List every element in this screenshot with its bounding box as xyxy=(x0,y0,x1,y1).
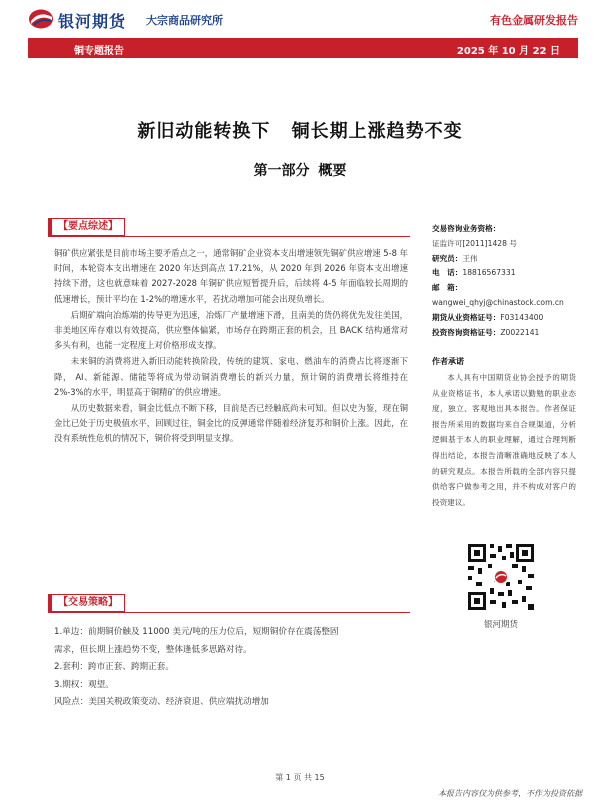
report-title: 新旧动能转换下 铜长期上涨趋势不变 xyxy=(137,121,463,142)
cert1-number: F03143400 xyxy=(500,312,544,322)
promise-text: 本人具有中国期货业协会授予的期货从业资格证书，本人承诺以勤勉的职业态度，独立、客观地出具本报告。作者保证报告所采用的数据均来自合规渠道，分析逻辑基于本人的职业理解，通过合理判断得出结论，本报告清晰准确地反映了本人的研究观点。本报告所载的全部内容只提供给客户做参考之用，并不构成对客户的投资建议。 xyxy=(432,373,576,507)
report-date: 2025 年 10 月 22 日 xyxy=(456,46,560,57)
summary-paragraph: 从历史数据来看，铜金比低点不断下移，目前是否已经触底尚未可知。但以史为鉴，现在铜金比已处于历史极值水平，回顾过往，铜金比的反弹通常伴随着经济复苏和铜价上涨。因此，在没有系统性危机的情况下，铜价将受到明显支撑。 xyxy=(54,403,408,444)
strategy-line: 1.单边：前期铜价触及 11000 美元/吨的压力位后，短期铜价存在震荡整固 xyxy=(54,627,339,637)
header-bar xyxy=(28,38,578,58)
strategy-line: 需求，但长期上涨趋势不变，整体逢低多思路对待。 xyxy=(54,644,252,655)
license-title: 交易咨询业务资格： xyxy=(432,224,501,233)
strategy-line: 风险点：美国关税政策变动、经济衰退、供应端扰动增加 xyxy=(54,697,269,707)
strategy-line: 2.套利：跨市正套、跨期正套。 xyxy=(54,662,174,672)
report-topic: 铜专题报告 xyxy=(74,46,124,57)
summary-paragraph: 后期矿端向冶炼端的传导更为迅速，冶炼厂产量增速下滑，且南美的货仍将优先发往美国，非美地区库存难以有效提高，供应整体偏紧，市场存在跨期正套的机会，且 BACK 结构通常对多头有利，也能一定程度上对价格形成支撑。 xyxy=(54,309,408,351)
summary-label: 【要点综述】 xyxy=(48,218,125,236)
strategy-body xyxy=(54,624,414,712)
footer-note: 本报告内容仅为供参考，不作为投资依据 xyxy=(438,789,582,798)
summary-body xyxy=(54,246,408,448)
brand-name: 银河期货 xyxy=(58,12,127,31)
email-label: 邮 箱： xyxy=(432,283,463,293)
strategy-line: 3.期权：观望。 xyxy=(54,679,114,690)
phone-label: 电 话： xyxy=(432,268,463,278)
email-address[interactable]: wangwei_qhyj@chinastock.com.cn xyxy=(432,297,564,307)
researcher-name: 王伟 xyxy=(462,253,478,263)
summary-paragraph: 铜矿供应紧张是目前市场主要矛盾点之一，通常铜矿企业资本支出增速领先铜矿供应增速 5-8 年时间，本轮资本支出增速在 2020 年达到高点 17.21%，从 2020 年到 2026 年资本支出增速持续下滑，这也就意味着 2027-2028 年铜矿供应短暂提升后，后续将 4-5 年面临较长周期的低速增长，预计平均在 1-2%的增速水平，若扰动增加可能会出现负增长。 xyxy=(54,248,409,304)
institute-name: 大宗商品研究所 xyxy=(146,14,223,27)
summary-divider xyxy=(48,236,410,237)
cert2-label: 投资咨询资格证号： xyxy=(432,327,501,337)
cert2-number: Z0022141 xyxy=(500,327,540,337)
report-type: 有色金属研发报告 xyxy=(490,14,578,27)
summary-paragraph: 未来铜的消费将进入新旧动能转换阶段，传统的建筑、家电、燃油车的消费占比将逐渐下降， AI、新能源、储能等将成为带动铜消费增长的新兴力量，预计铜的消费增长将维持在 2%-3%的水平，明显高于铜精矿的供应增速。 xyxy=(54,356,408,397)
page-number: 第 1 页 共 15 xyxy=(275,773,325,782)
section-subtitle: 第一部分 概要 xyxy=(253,163,347,179)
researcher-label: 研究员： xyxy=(432,253,463,263)
license-number: 证监许可[2011]1428 号 xyxy=(432,238,517,248)
contact-block xyxy=(432,222,592,340)
promise-title: 作者承诺 xyxy=(432,357,464,366)
qr-caption: 银河期货 xyxy=(483,620,518,630)
strategy-label: 【交易策略】 xyxy=(48,594,125,612)
report-header xyxy=(0,0,600,38)
galaxy-logo-icon xyxy=(28,8,54,30)
phone-number: 18816567331 xyxy=(462,268,516,278)
qr-code-icon xyxy=(466,542,536,612)
strategy-divider xyxy=(48,612,410,613)
cert1-label: 期货从业资格证号： xyxy=(432,312,501,322)
